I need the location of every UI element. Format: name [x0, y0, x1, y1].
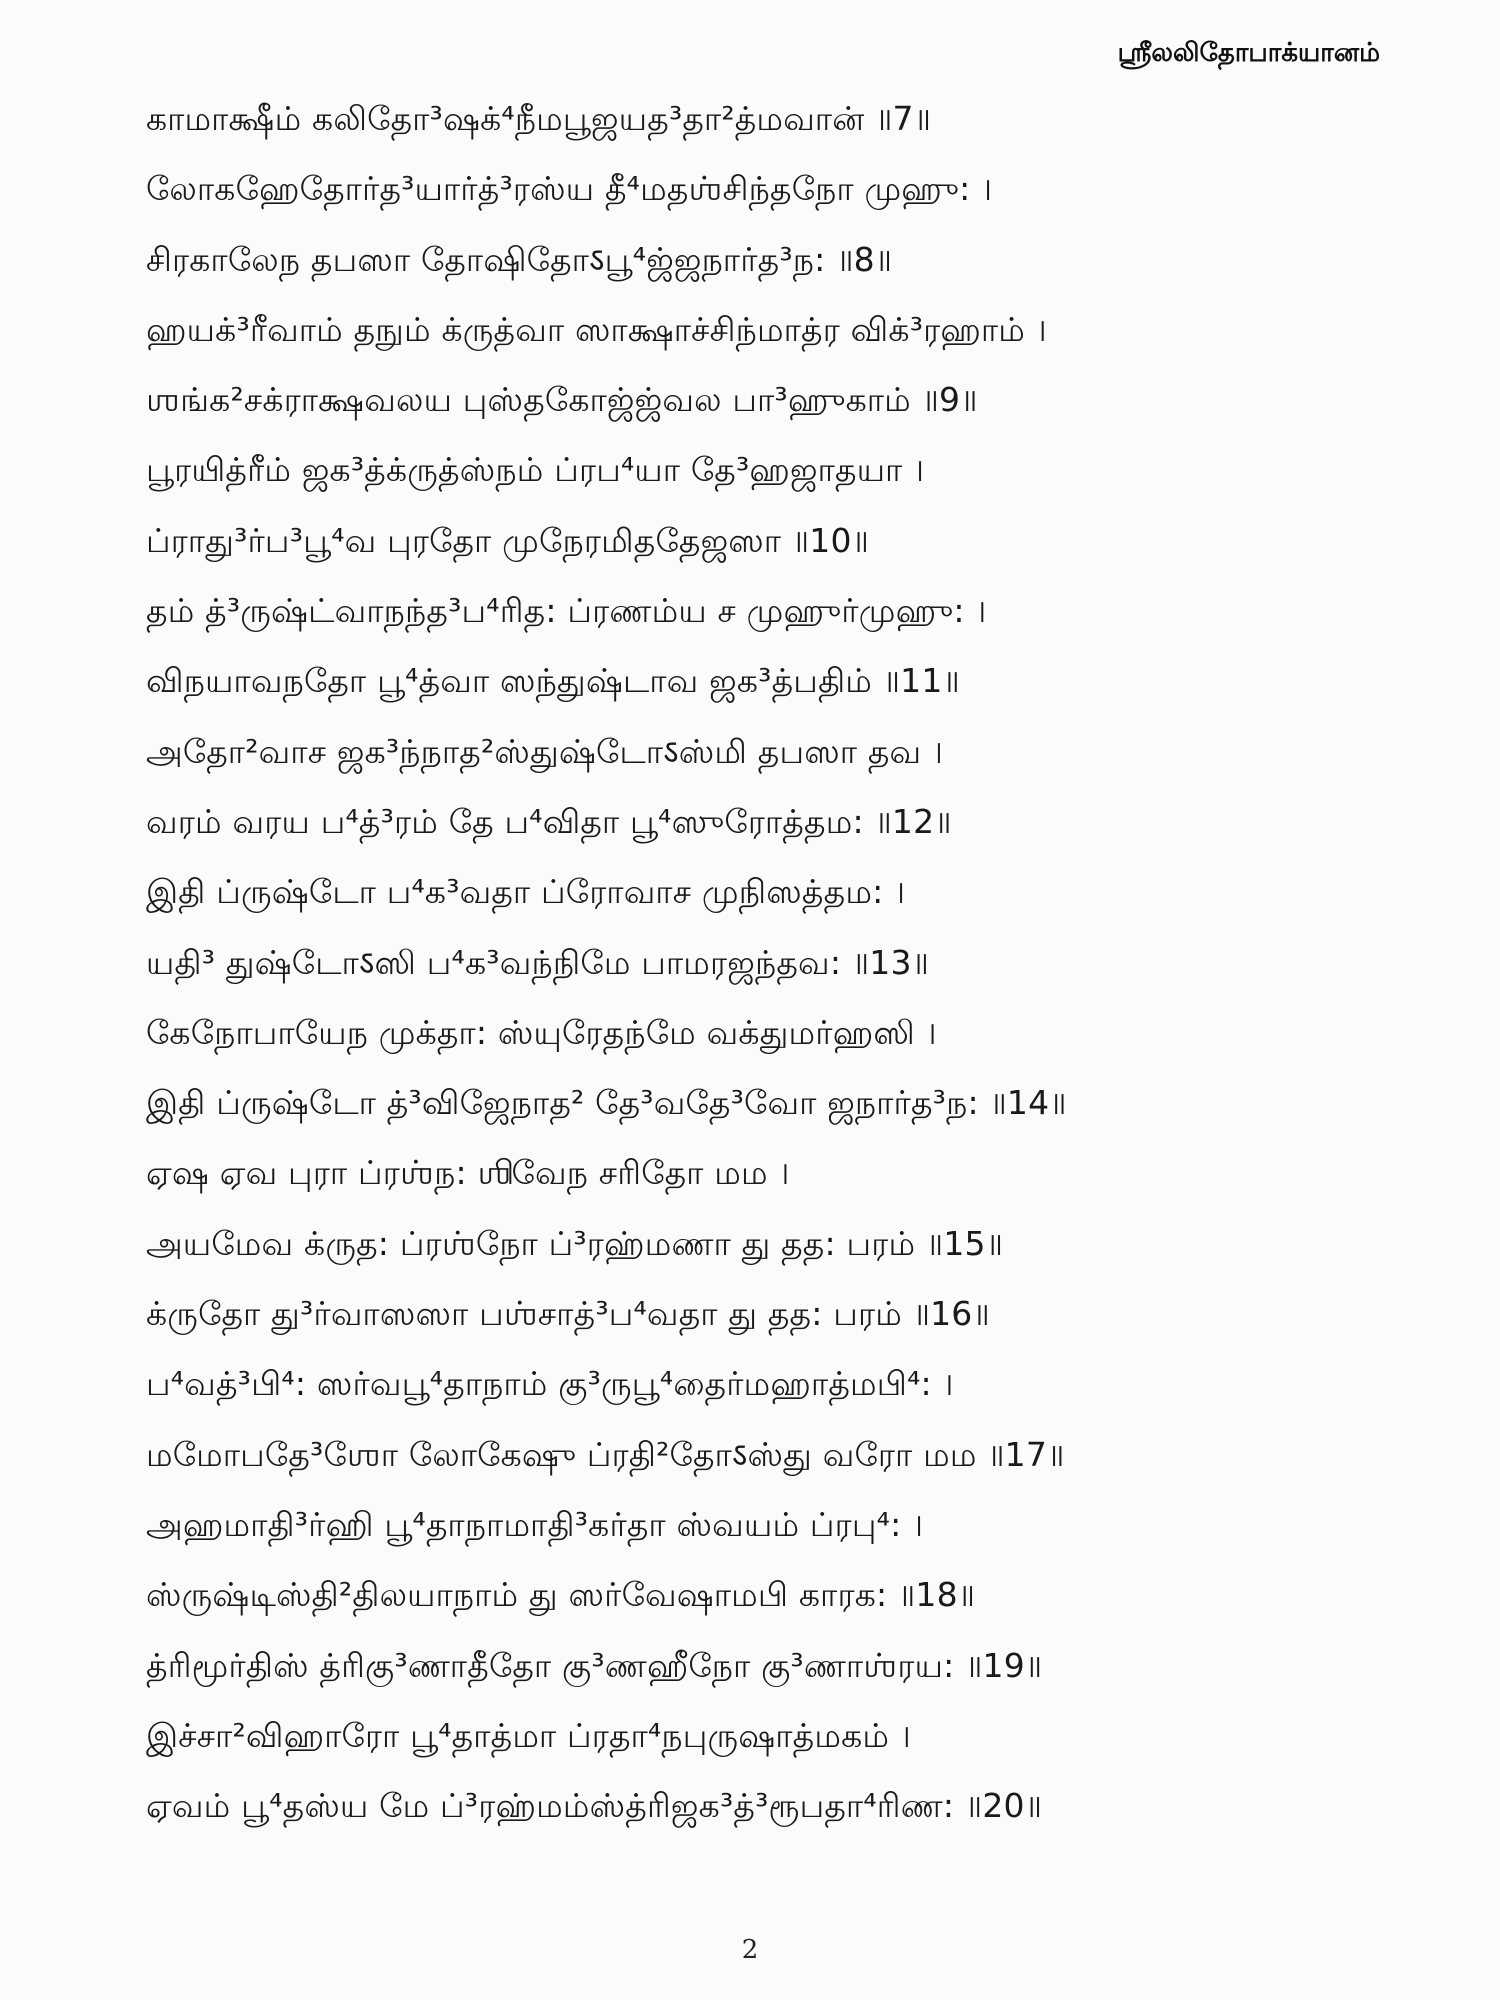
- verse-line: அதோ²வாச ஜக³ந்நாத²ஸ்துஷ்டோऽஸ்மி தபஸா தவ ।: [146, 731, 944, 771]
- verse-line: விநயாவநதோ பூ⁴த்வா ஸந்துஷ்டாவ ஜக³த்பதிம் ॥11॥: [146, 661, 960, 701]
- verse-line: தம் த்³ருஷ்ட்வாநந்த³ப⁴ரித: ப்ரணம்ய ச முஹுர்முஹு: ।: [146, 591, 987, 631]
- verse-line: அயமேவ க்ருத: ப்ரஶ்நோ ப்³ரஹ்மணா து தத: பரம் ॥15॥: [146, 1223, 1004, 1263]
- verse-line: இதி ப்ருஷ்டோ த்³விஜேநாத² தே³வதே³வோ ஜநார்த³ந: ॥14॥: [146, 1083, 1067, 1123]
- verse-list: [146, 84, 1406, 1841]
- verse-line: ஹயக்³ரீவாம் தநும் க்ருத்வா ஸாக்ஷாச்சிந்மாத்ர விக்³ரஹாம் ।: [146, 309, 1047, 349]
- verse-line: இதி ப்ருஷ்டோ ப⁴க³வதா ப்ரோவாச முநிஸத்தம: ।: [146, 872, 906, 912]
- verse-line: காமாக்ஷீம் கலிதோ³ஷக்⁴நீமபூஜயத³தா²த்மவான் ॥7॥: [146, 99, 932, 138]
- verse-line: ஏஷ ஏவ புரா ப்ரஶ்ந: ஶிவேந சரிதோ மம ।: [146, 1153, 790, 1193]
- verse-line: வரம் வரய ப⁴த்³ரம் தே ப⁴விதா பூ⁴ஸுரோத்தம: ॥12॥: [146, 801, 952, 841]
- verse-line: இச்சா²விஹாரோ பூ⁴தாத்மா ப்ரதா⁴நபுருஷாத்மகம் ।: [146, 1715, 911, 1755]
- page-number: 2: [741, 1935, 759, 1965]
- verse-line: ப⁴வத்³பி⁴: ஸர்வபூ⁴தாநாம் கு³ருபூ⁴தைர்மஹாத்மபி⁴: ।: [146, 1364, 954, 1404]
- verse-line: பூரயித்ரீம் ஜக³த்க்ருத்ஸ்நம் ப்ரப⁴யா தே³ஹஜாதயா ।: [146, 450, 925, 490]
- verse-line: மமோபதே³ஶோ லோகேஷு ப்ரதி²தோऽஸ்து வரோ மம ॥17॥: [146, 1434, 1065, 1474]
- verse-line: ஸ்ருஷ்டிஸ்தி²திலயாநாம் து ஸர்வேஷாமபி காரக: ॥18॥: [146, 1575, 976, 1615]
- verse-line: அஹமாதி³ர்ஹி பூ⁴தாநாமாதி³கர்தா ஸ்வயம் ப்ரபு⁴: ।: [146, 1504, 924, 1544]
- verse-line: க்ருதோ து³ர்வாஸஸா பஶ்சாத்³ப⁴வதா து தத: பரம் ॥16॥: [146, 1294, 990, 1334]
- verse-line: கேநோபாயேந முக்தா: ஸ்யுரேதந்மே வக்துமர்ஹஸி ।: [146, 1012, 937, 1052]
- verse-line: யதி³ துஷ்டோऽஸி ப⁴க³வந்நிமே பாமரஜந்தவ: ॥13॥: [146, 942, 930, 982]
- verse-line: ஏவம் பூ⁴தஸ்ய மே ப்³ரஹ்மம்ஸ்த்ரிஜக³த்³ரூபதா⁴ரிண: ॥20॥: [146, 1786, 1043, 1826]
- verse-line: சிரகாலேந தபஸா தோஷிதோऽபூ⁴ஜ்ஜநார்த³ந: ॥8॥: [146, 239, 893, 279]
- verse-line: ஶங்க²சக்ராக்ஷவலய புஸ்தகோஜ்ஜ்வல பா³ஹுகாம் ॥9॥: [146, 380, 978, 420]
- verse-line: த்ரிமூர்திஸ் த்ரிகு³ணாதீதோ கு³ணஹீநோ கு³ணாஶ்ரய: ॥19॥: [146, 1645, 1043, 1685]
- running-header-title: ஸ்ரீலலிதோபாக்யானம்: [1117, 38, 1380, 68]
- verse-line: ப்ராது³ர்ப³பூ⁴வ புரதோ முநேரமிததேஜஸா ॥10॥: [146, 520, 870, 560]
- verse-line: லோகஹேதோர்த³யார்த்³ரஸ்ய தீ⁴மதஶ்சிந்தநோ முஹு: ।: [146, 169, 993, 209]
